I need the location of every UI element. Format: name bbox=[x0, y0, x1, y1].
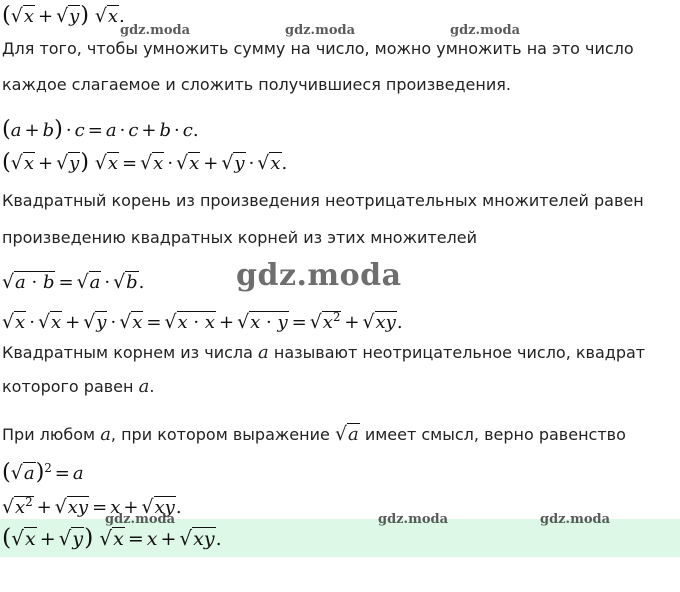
watermark-large: gdz.moda bbox=[236, 258, 402, 293]
paragraph-identity bbox=[2, 424, 626, 445]
paragraph-root-definition-line2: которого равен a. bbox=[2, 376, 155, 397]
watermark: gdz.moda bbox=[120, 23, 191, 38]
paragraph-root-product-line1: Квадратный корень из произведения неотрицательных множителей равен bbox=[2, 191, 644, 210]
definition-text-c: которого равен bbox=[2, 377, 134, 396]
definition-text-b: называют неотрицательное число, квадрат bbox=[273, 343, 646, 362]
paragraph-root-product-line2: произведению квадратных корней из этих множителей bbox=[2, 228, 478, 247]
var-a: a bbox=[100, 424, 111, 445]
watermark: gdz.moda bbox=[540, 512, 611, 527]
root-a: √a bbox=[334, 423, 359, 445]
formula-simplified: $√x^2 + √xy = x + √xy$. bbox=[2, 495, 182, 518]
formula-combined-roots: $√x \cdot √x + √y \cdot √x = √x \cdot x + √x \cdot y = √x^2 + √xy$. bbox=[2, 310, 403, 333]
paragraph-distributive-line2: каждое слагаемое и сложить получившиеся произведения. bbox=[2, 75, 511, 94]
watermark: gdz.moda bbox=[105, 512, 176, 527]
formula-final-answer: (√x + √y) √x = x + √xy. bbox=[2, 523, 222, 551]
definition-text-a: Квадратным корнем из числа bbox=[2, 343, 253, 362]
formula-distributive-law: (a + b) · c = a · c + b · c. bbox=[2, 116, 199, 142]
identity-text-a: При любом bbox=[2, 425, 96, 444]
formula-root-product: √a · b = √a · √b. bbox=[2, 271, 145, 293]
identity-text-b: , при котором выражение bbox=[110, 425, 330, 444]
identity-text-c: имеет смысл, верно равенство bbox=[364, 425, 626, 444]
formula-square-of-root: $(√a)^2 = a$ bbox=[2, 459, 84, 485]
paragraph-root-definition-line1 bbox=[2, 343, 645, 363]
watermark: gdz.moda bbox=[450, 23, 521, 38]
watermark: gdz.moda bbox=[285, 23, 356, 38]
var-a: a bbox=[138, 376, 150, 397]
var-a: a bbox=[258, 342, 269, 363]
formula-expanded: (√x + √y) √x = √x · √x + √y · √x. bbox=[2, 149, 288, 175]
paragraph-distributive-line1: Для того, чтобы умножить сумму на число, можно умножить на это число bbox=[2, 39, 634, 58]
watermark: gdz.moda bbox=[378, 512, 449, 527]
formula-expression: (√x + √y) √x. bbox=[2, 2, 125, 28]
